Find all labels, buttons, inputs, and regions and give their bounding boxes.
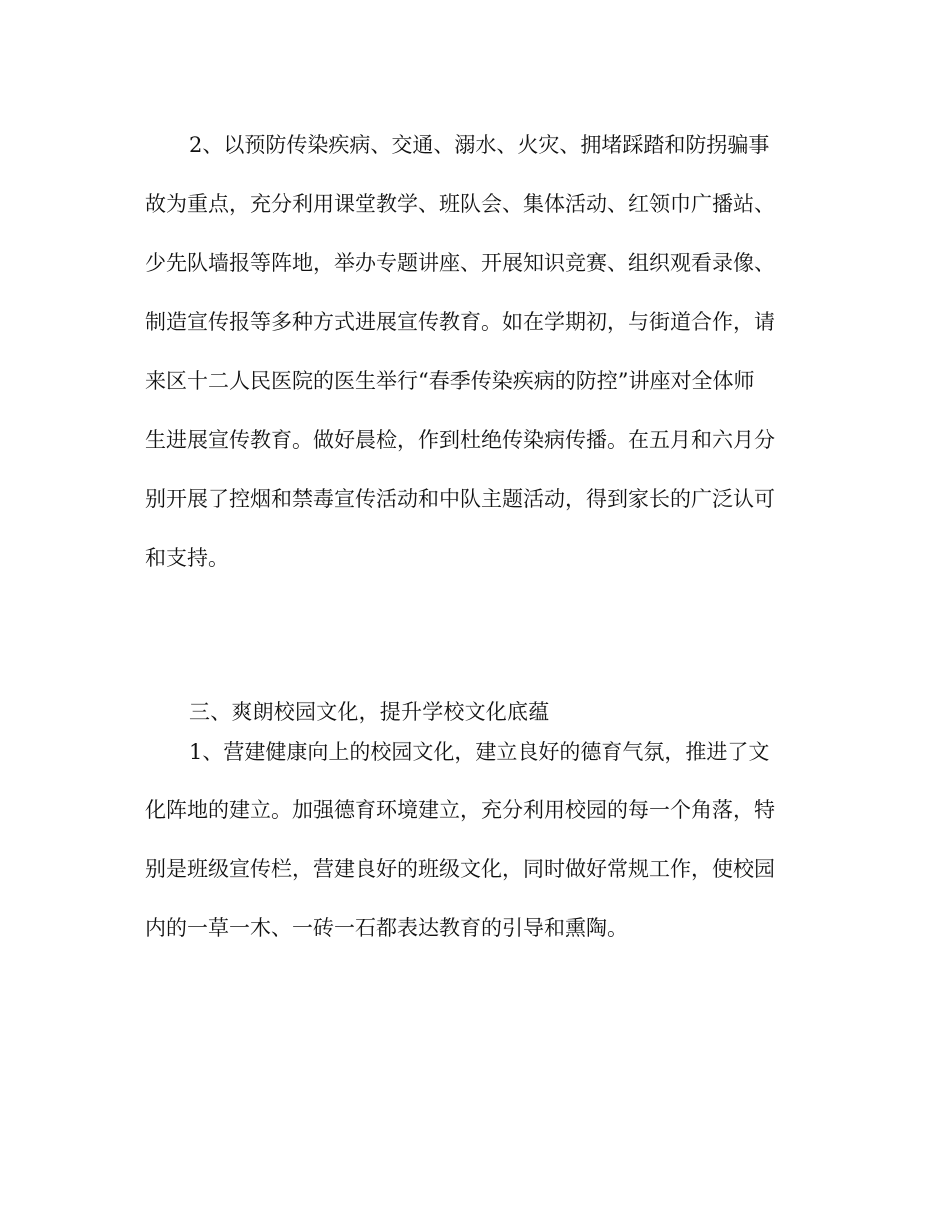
paragraph-1-line-1: 2、以预防传染疾病、交通、溺水、火灾、拥堵踩踏和防拐骗事 bbox=[189, 133, 770, 157]
paragraph-1-line-8: 和支持。 bbox=[145, 546, 229, 570]
paragraph-2-line-1: 1、营建健康向上的校园文化，建立良好的德育气氛，推进了文 bbox=[189, 740, 770, 764]
paragraph-2-line-3: 别是班级宣传栏，营建良好的班级文化，同时做好常规工作，使校园 bbox=[145, 857, 775, 881]
paragraph-1-line-6: 生进展宣传教育。做好晨检，作到杜绝传染病传播。在五月和六月分 bbox=[145, 428, 775, 452]
paragraph-1-line-2: 故为重点，充分利用课堂教学、班队会、集体活动、红领巾广播站、 bbox=[145, 192, 775, 216]
paragraph-2-line-2: 化阵地的建立。加强德育环境建立，充分利用校园的每一个角落，特 bbox=[145, 798, 775, 822]
section-heading: 三、爽朗校园文化，提升学校文化底蕴 bbox=[189, 700, 550, 724]
paragraph-1-line-4: 制造宣传报等多种方式进展宣传教育。如在学期初，与街道合作，请 bbox=[145, 310, 775, 334]
paragraph-1-line-3: 少先队墙报等阵地，举办专题讲座、开展知识竞赛、组织观看录像、 bbox=[145, 251, 775, 275]
paragraph-2-line-4: 内的一草一木、一砖一石都表达教育的引导和熏陶。 bbox=[145, 916, 628, 940]
paragraph-1-line-7: 别开展了控烟和禁毒宣传活动和中队主题活动，得到家长的广泛认可 bbox=[145, 487, 775, 511]
paragraph-1-line-5: 来区十二人民医院的医生举行“春季传染疾病的防控”讲座对全体师 bbox=[145, 369, 755, 393]
